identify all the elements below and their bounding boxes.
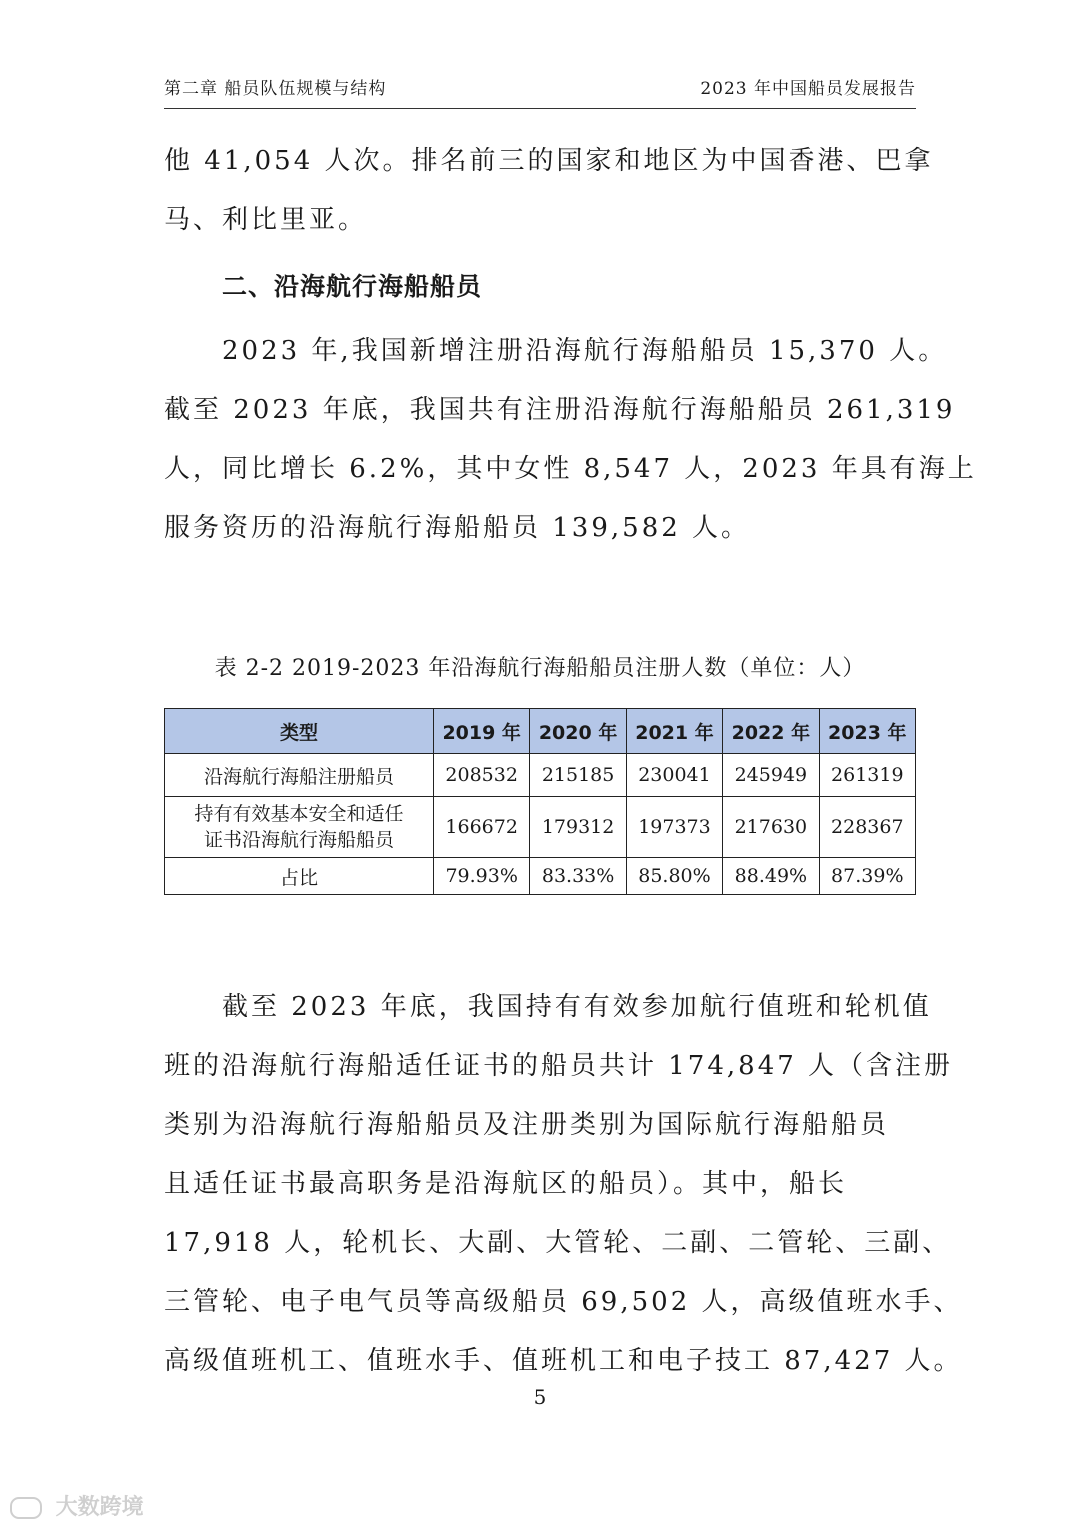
table-cell: 87.39% (819, 858, 915, 895)
intro-line-1: 他 41,054 人次。排名前三的国家和地区为中国香港、巴拿 (164, 146, 934, 176)
header-2021: 2021 年 (626, 709, 722, 754)
row-type-line-2: 证书沿海航行海船船员 (203, 829, 394, 851)
table-cell: 261319 (819, 754, 915, 797)
table-cell: 79.93% (434, 858, 530, 895)
table-header-row (165, 709, 916, 754)
page-number: 5 (533, 1385, 547, 1409)
header-2019: 2019 年 (434, 709, 530, 754)
table-cell: 179312 (530, 797, 626, 858)
table-cell: 230041 (626, 754, 722, 797)
table-row (165, 858, 916, 895)
chapter-title: 第二章 船员队伍规模与结构 (164, 79, 387, 99)
header-2023: 2023 年 (819, 709, 915, 754)
para2-line-4: 且适任证书最高职务是沿海航区的船员）。其中，船长 (164, 1169, 848, 1199)
table-cell: 245949 (723, 754, 819, 797)
para1-line-3: 人，同比增长 6.2%，其中女性 8,547 人，2023 年具有海上 (164, 454, 977, 484)
para1-line-2: 截至 2023 年底，我国共有注册沿海航行海船船员 261,319 (164, 395, 956, 425)
para1-line-4: 服务资历的沿海航行海船船员 139,582 人。 (164, 513, 751, 543)
table-row (165, 797, 916, 858)
row-type-label: 占比 (165, 858, 434, 895)
para2-line-1: 截至 2023 年底，我国持有有效参加航行值班和轮机值 (222, 992, 932, 1022)
report-title: 2023 年中国船员发展报告 (700, 79, 916, 99)
table-row (165, 754, 916, 797)
row-type-label (165, 797, 434, 858)
para2-line-6: 三管轮、电子电气员等高级船员 69,502 人，高级值班水手、 (164, 1287, 963, 1317)
watermark (10, 1490, 144, 1521)
para2-line-3: 类别为沿海航行海船船员及注册类别为国际航行海船船员 (164, 1110, 890, 1140)
header-2020: 2020 年 (530, 709, 626, 754)
registration-table (164, 708, 916, 895)
table-cell: 208532 (434, 754, 530, 797)
table-cell: 85.80% (626, 858, 722, 895)
table-cell: 166672 (434, 797, 530, 858)
section-title: 二、沿海航行海船船员 (222, 272, 483, 301)
page-header (164, 74, 916, 109)
table-cell: 197373 (626, 797, 722, 858)
header-type: 类型 (165, 709, 434, 754)
row-type-line-1: 持有有效基本安全和适任 (194, 803, 404, 825)
table-cell: 228367 (819, 797, 915, 858)
header-2022: 2022 年 (723, 709, 819, 754)
row-type-label: 沿海航行海船注册船员 (165, 754, 434, 797)
para2-line-7: 高级值班机工、值班水手、值班机工和电子技工 87,427 人。 (164, 1346, 963, 1376)
watermark-logo-icon (10, 1497, 42, 1519)
table-cell: 217630 (723, 797, 819, 858)
table-cell: 215185 (530, 754, 626, 797)
watermark-text: 大数跨境 (55, 1495, 144, 1520)
table-cell: 88.49% (723, 858, 819, 895)
para2-line-5: 17,918 人，轮机长、大副、大管轮、二副、二管轮、三副、 (164, 1228, 952, 1258)
para2-line-2: 班的沿海航行海船适任证书的船员共计 174,847 人（含注册 (164, 1051, 954, 1081)
intro-line-2: 马、利比里亚。 (164, 205, 368, 235)
table-cell: 83.33% (530, 858, 626, 895)
para1-line-1: 2023 年,我国新增注册沿海航行海船船员 15,370 人。 (222, 336, 948, 366)
table-caption: 表 2-2 2019-2023 年沿海航行海船船员注册人数（单位：人） (214, 656, 866, 681)
